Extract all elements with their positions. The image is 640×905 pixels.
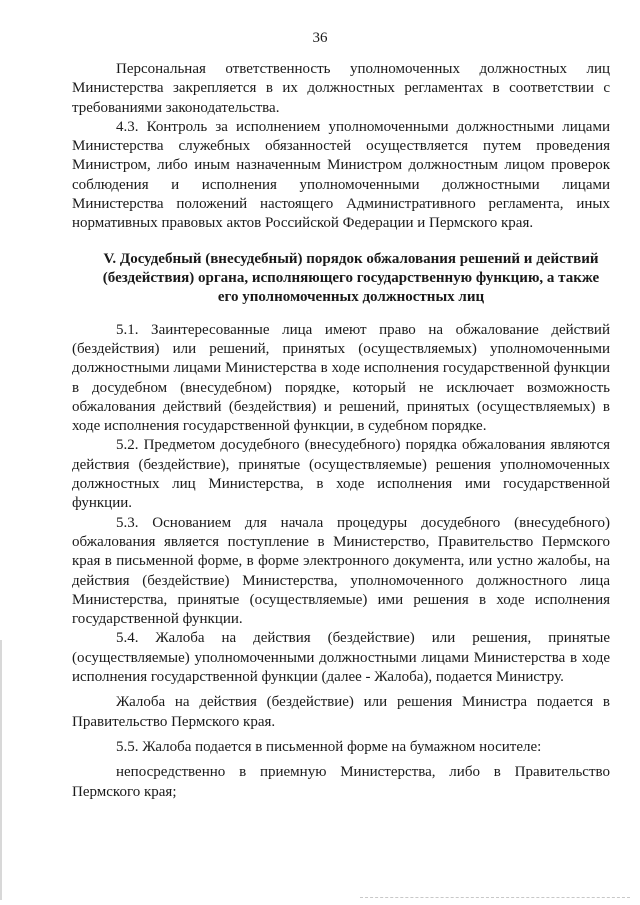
paragraph: Персональная ответственность уполномоченных должностных лиц Министерства закрепляется в их должностных регламентах в соответствии с требованиями законодательства. bbox=[72, 61, 610, 116]
paragraph: 5.4. Жалоба на действия (бездействие) или решения, принятые (осуществляемые) уполномоченными должностными лицами Министерства в ходе исполнения государственной функции (далее - Жалоба), подается Министру. bbox=[72, 630, 610, 686]
paragraph: 5.1. Заинтересованные лица имеют право на обжалование действий (бездействия) или решений, принятых (осуществляемых) уполномоченными должностными лицами Министерства в ходе исполнения государственной функции в досудебном (внесудебном) порядке, который не исключает возможность обжалования действий (бездействия) и решений, принятых (осуществляемых) в ходе исполнения государственной функции, в судебном порядке. bbox=[72, 321, 610, 435]
paragraph: 5.2. Предметом досудебного (внесудебного) порядка обжалования являются действия (бездействие), принятые (осуществляемые) решения уполномоченных должностных лиц Министерства, в ходе исполнения ими государственной функции. bbox=[72, 437, 610, 512]
paragraph: Жалоба на действия (бездействие) или решения Министра подается в Правительство Пермского края. bbox=[72, 694, 610, 730]
scan-edge-mark bbox=[0, 640, 2, 900]
page-number: 36 bbox=[312, 30, 328, 46]
paragraph: 4.3. Контроль за исполнением уполномоченными должностными лицами Министерства служебных обязанностей осуществляется путем проведения Министром, либо иным назначенным Министром должностным лицом проверок соблюдения и исполнения уполномоченными должностными лицами Министерства положений настоящего Административного регламента, иных нормативных правовых актов Российской Федерации и Пермского края. bbox=[72, 118, 610, 232]
scan-bottom-mark bbox=[360, 897, 630, 899]
section-heading: V. Досудебный (внесудебный) порядок обжалования решений и действий (бездействия) органа, исполняющего государственную функцию, а также его уполномоченных должностных лиц bbox=[102, 250, 600, 305]
document-body bbox=[72, 60, 610, 802]
paragraph: непосредственно в приемную Министерства, либо в Правительство Пермского края; bbox=[72, 764, 610, 800]
paragraph: 5.5. Жалоба подается в письменной форме на бумажном носителе: bbox=[116, 738, 542, 755]
paragraph: 5.3. Основанием для начала процедуры досудебного (внесудебного) обжалования является поступление в Министерство, Правительство Пермского края в письменной форме, в форме электронного документа, или устно жалобы, на действия (бездействие) Министерства, уполномоченного должностного лица Министерства, принятые (осуществляемые) ими решения в ходе исполнения государственной функции. bbox=[72, 514, 610, 628]
